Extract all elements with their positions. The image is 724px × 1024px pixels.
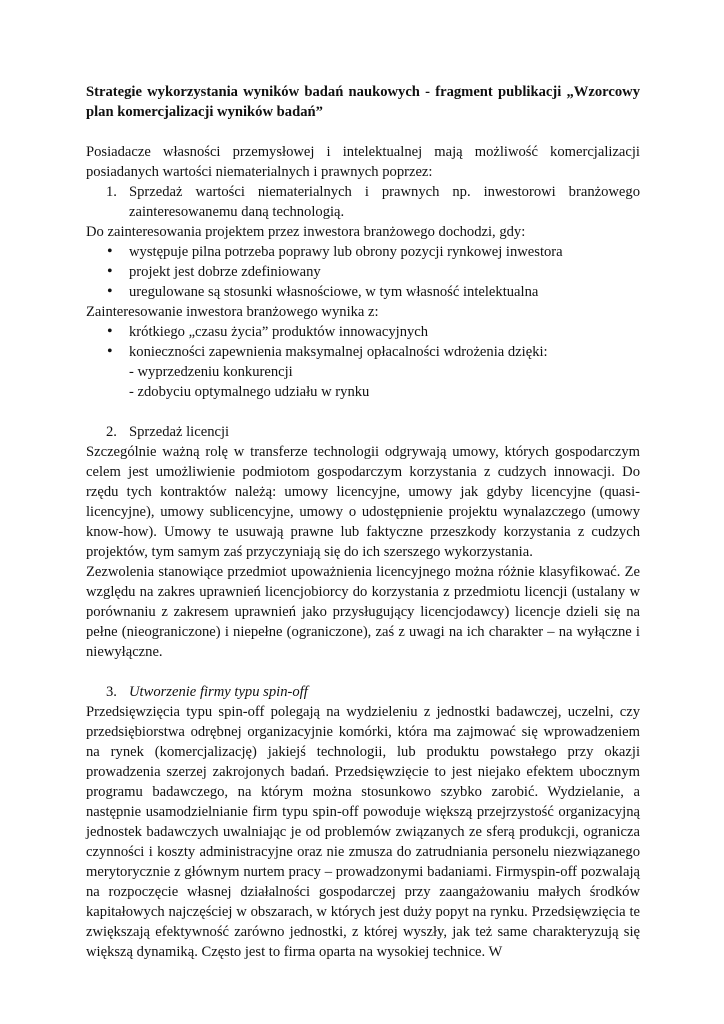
section-2-heading xyxy=(86,422,640,442)
list-item: • konieczności zapewnienia maksymalnej opłacalności wdrożenia dzięki: xyxy=(86,342,640,362)
list-item: • uregulowane są stosunki własnościowe, w tym własność intelektualna xyxy=(86,282,640,302)
section-1-item xyxy=(86,182,640,222)
intro-paragraph: Posiadacze własności przemysłowej i intelektualnej mają możliwość komercjalizacji posiadanych wartości niematerialnych i prawnych poprzez: xyxy=(86,144,640,180)
sub-item: - zdobyciu optymalnego udziału w rynku xyxy=(129,384,370,400)
document-page xyxy=(86,82,640,962)
section-3-paragraph: Przedsięwzięcia typu spin-off polegają na wydzieleniu z jednostki badawczej, uczelni, czy przedsiębiorstwa odrębnej organizacyjnie komórki, która ma zajmować się wprowadzeniem na rynek (komercjalizację) jakiejś technologii, lub produktu powstałego przy okazji prowadzenia szerzej zakrojonych badań. Przedsięwzięcie to jest niejako efektem ubocznym programu badawczego, na którym można stosunkowo szybko zarobić. Wydzielanie, a następnie usamodzielnianie firm typu spin-off powoduje większą przejrzystość organizacyjną jednostek badawczych uwalniając je od problemów związanych ze sferą produkcji, ogranicza czynności i koszty administracyjne oraz nie zmusza do zatrudniania personelu niezwiązanego merytorycznie z głównym nurtem pracy – prowadzonymi badaniami. Firmyspin-off pozwalają na rozpoczęcie własnej działalności gospodarczej przy zaangażowaniu małych środków kapitałowych najczęściej w obszarach, w których jest duży popyt na rynku. Przedsięwzięcia te zwiększają efektywność zarówno jednostki, z której wyszły, jak też same charakteryzują się większą dynamiką. Często jest to firma oparta na wysokiej technice. W xyxy=(86,704,640,960)
interest-results-list xyxy=(86,322,640,362)
section-2-title: Sprzedaż licencji xyxy=(129,424,230,440)
section-3-list xyxy=(86,682,640,702)
list-item: • występuje pilna potrzeba poprawy lub obrony pozycji rynkowej inwestora xyxy=(86,242,640,262)
section-1-text: Sprzedaż wartości niematerialnych i prawnych np. inwestorowi branżowego zainteresowanemu daną technologią. xyxy=(129,184,640,220)
section-3-heading xyxy=(86,682,640,702)
list-item: • krótkiego „czasu życia” produktów innowacyjnych xyxy=(86,322,640,342)
spacer xyxy=(86,662,640,682)
section-2-number: 2. xyxy=(106,424,117,440)
interest-intro: Do zainteresowania projektem przez inwestora branżowego dochodzi, gdy: xyxy=(86,224,526,240)
section-3-title: Utworzenie firmy typu spin-off xyxy=(129,684,308,700)
section-1-list xyxy=(86,182,640,222)
section-2-paragraph-2: Zezwolenia stanowiące przedmiot upoważnienia licencyjnego można różnie klasyfikować. Ze względu na zakres uprawnień licencjobiorcy do korzystania z przedmiotu licencji (ustalany w porównaniu z zakresem uprawnień jako przysługujący licencjodawcy) licencje dzieli się na pełne (nieograniczone) i niepełne (ograniczone), zaś z uwagi na ich charakter – na wyłączne i niewyłączne. xyxy=(86,564,640,660)
interest-results-intro: Zainteresowanie inwestora branżowego wynika z: xyxy=(86,304,379,320)
section-2-paragraph-1: Szczególnie ważną rolę w transferze technologii odgrywają umowy, których gospodarczym celem jest umożliwienie podmiotom gospodarczym korzystania z cudzych innowacji. Do rzędu tych kontraktów należą: umowy licencyjne, umowy jak gdyby licencyjne (quasi-licencyjne), umowy sublicencyjne, umowy o udostępnienie projektu wynalazczego (umowy know-how). Umowy te usuwają prawne lub faktyczne przeszkody korzystania z cudzych projektów, tym samym zaś przyczyniają się do ich szerszego wykorzystania. xyxy=(86,444,640,560)
document-title: Strategie wykorzystania wyników badań naukowych - fragment publikacji „Wzorcowy plan komercjalizacji wyników badań” xyxy=(86,84,640,120)
sub-item: - wyprzedzeniu konkurencji xyxy=(129,364,293,380)
spacer xyxy=(86,402,640,422)
interest-conditions-list xyxy=(86,242,640,302)
section-2-list xyxy=(86,422,640,442)
section-1-number: 1. xyxy=(106,184,117,200)
section-3-number: 3. xyxy=(106,684,117,700)
list-item: • projekt jest dobrze zdefiniowany xyxy=(86,262,640,282)
